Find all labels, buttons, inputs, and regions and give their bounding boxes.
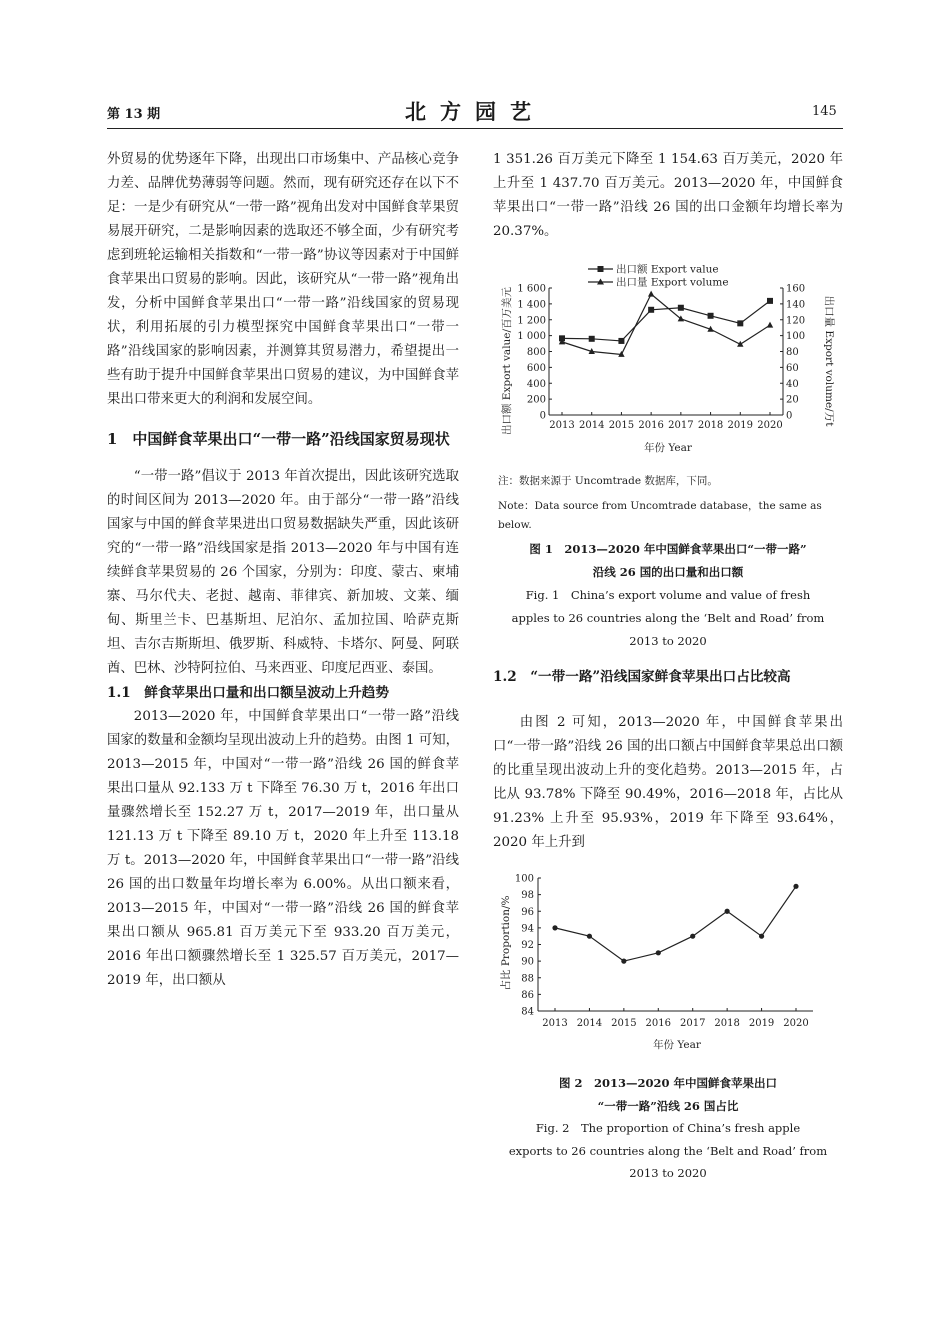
fig1-left-axis-label: 出口额 Export value/百万美元 — [501, 286, 513, 436]
fig2-y-tick-label: 90 — [521, 956, 534, 968]
page-number: 145 — [812, 104, 837, 119]
fig2-y-tick-label: 84 — [521, 1006, 534, 1018]
fig2-x-tick-label: 2020 — [783, 1018, 809, 1029]
fig1-x-tick-label: 2016 — [638, 420, 664, 431]
fig2-proportion-line — [555, 886, 796, 961]
fig1-x-tick-label: 2019 — [727, 420, 754, 431]
figure-2-caption-cn-line1: 图 2 2013—2020 年中国鲜食苹果出口 — [558, 1076, 778, 1090]
fig2-series — [552, 884, 798, 964]
fig2-y-tick-label: 96 — [521, 906, 534, 918]
fig2-proportion-point — [621, 959, 626, 964]
fig1-export-value-point — [767, 298, 773, 304]
fig2-x-axis-label: 年份 Year — [653, 1039, 701, 1051]
fig2-x-tick-label: 2019 — [748, 1018, 775, 1029]
fig1-export-value-point — [678, 305, 684, 311]
figure-1-chart — [493, 258, 843, 458]
issue-number: 第 13 期 — [107, 107, 161, 122]
fig1-export-value-point — [737, 320, 743, 326]
fig1-right-tick-label: 160 — [786, 283, 806, 295]
fig1-export-volume-point — [767, 322, 773, 328]
fig1-export-value-point — [589, 336, 595, 342]
fig1-left-tick-label: 400 — [526, 378, 546, 390]
fig1-x-tick-label: 2017 — [668, 420, 694, 431]
fig2-x-tick-label: 2015 — [611, 1018, 637, 1029]
figure-1-note-cn: 注：数据来源于 Uncomtrade 数据库，下同。 — [498, 475, 718, 487]
fig2-proportion-point — [690, 934, 695, 939]
legend-value: 出口额 Export value — [616, 263, 719, 276]
fig2-proportion-point — [656, 950, 661, 955]
journal-title: 北方园艺 — [405, 99, 545, 124]
legend-volume: 出口量 Export volume — [616, 276, 729, 289]
figure-1-caption-en-line3: 2013 to 2020 — [629, 634, 707, 648]
fig1-right-axis-label: 出口量 Export volume/万t — [823, 295, 835, 427]
fig2-y-tick-label: 92 — [521, 940, 534, 951]
section-1-1-heading: 1.1 鲜食苹果出口量和出口额呈波动上升趋势 — [107, 685, 389, 701]
fig1-legend — [588, 263, 729, 289]
fig2-y-tick-label: 94 — [521, 923, 534, 935]
right-top-paragraph — [493, 148, 843, 244]
figure-2-caption-en-line3: 2013 to 2020 — [629, 1166, 707, 1180]
fig1-right-tick-label: 100 — [786, 331, 806, 343]
fig2-x-tick-label: 2014 — [576, 1018, 603, 1029]
fig1-right-tick-label: 60 — [786, 362, 799, 374]
figure-2-caption-en-line1: Fig. 2 The proportion of China’s fresh apple — [535, 1121, 801, 1135]
fig1-left-tick-label: 1 400 — [517, 299, 546, 311]
fig1-x-axis-label: 年份 Year — [644, 442, 692, 454]
fig1-left-tick-label: 600 — [526, 362, 546, 374]
fig2-y-tick-label: 88 — [521, 973, 534, 985]
fig1-x-tick-label: 2020 — [757, 420, 783, 431]
fig1-right-tick-label: 80 — [786, 347, 799, 358]
fig1-right-tick-label: 0 — [786, 410, 793, 422]
fig2-proportion-point — [759, 934, 764, 939]
continued-paragraph: 1 351.26 百万美元下降至 1 154.63 百万美元，2020 年上升至 1 437.70 百万美元。2013—2020 年，中国鲜食苹果出口“一带一路”沿线 26 国的出口金额年均增长率为 20.37%。 — [493, 152, 843, 239]
section-1-2-paragraph: 由图 2 可知，2013—2020 年，中国鲜食苹果出口“一带一路”沿线 26 国的出口额占中国鲜食苹果总出口额的比重呈现出波动上升的变化趋势。2013—2015 年，占比从 93.78% 下降至 90.49%，2016—2018 年，占比从 91.23% 上升至 95.93%，2019 年下降至 93.64%，2020 年上升到 — [493, 715, 843, 850]
section-1-2-heading: 1.2 “一带一路”沿线国家鲜食苹果出口占比较高 — [493, 669, 791, 685]
section-1-paragraph: “一带一路”倡议于 2013 年首次提出，因此该研究选取的时间区间为 2013—2020 年。由于部分“一带一路”沿线国家与中国的鲜食苹果进出口贸易数据缺失严重，因此该研究的“一带一路”沿线国家是指 2013—2020 年与中国有连续鲜食苹果贸易的 26 个国家，分别为：印度、蒙古、柬埔寨、马尔代夫、老挝、越南、菲律宾、新加坡、文莱、缅甸、斯里兰卡、巴基斯坦、尼泊尔、孟加拉国、哈萨克斯坦、吉尔吉斯斯坦、俄罗斯、科威特、卡塔尔、阿曼、阿联酋、巴林、沙特阿拉伯、马来西亚、印度尼西亚、泰国。 — [107, 469, 459, 676]
figure-1-caption-cn-line1: 图 1 2013—2020 年中国鲜食苹果出口“一带一路” — [529, 542, 807, 556]
intro-paragraph: 外贸易的优势逐年下降，出现出口市场集中、产品核心竞争力差、品牌优势薄弱等问题。然而，现有研究还存在以下不足：一是少有研究从“一带一路”视角出发对中国鲜食苹果贸易展开研究，二是影响因素的选取还不够全面，少有研究考虑到班轮运输相关指数和“一带一路”协议等因素对于中国鲜食苹果出口贸易的影响。因此，该研究从“一带一路”视角出发，分析中国鲜食苹果出口“一带一路”沿线国家的贸易现状，利用拓展的引力模型探究中国鲜食苹果出口“一带一路”沿线国家的影响因素，并测算其贸易潜力，希望提出一些有助于提升中国鲜食苹果出口贸易的建议，为中国鲜食苹果出口带来更大的利润和发展空间。 — [107, 152, 459, 407]
figure-1-caption-en-line2: apples to 26 countries along the ‘Belt and Road’ from — [511, 611, 825, 625]
fig1-x-tick-label: 2018 — [697, 420, 724, 431]
fig2-x-tick-label: 2013 — [542, 1018, 568, 1029]
fig2-proportion-point — [793, 884, 798, 889]
fig2-proportion-point — [587, 934, 592, 939]
fig1-right-ticks — [780, 284, 805, 422]
fig1-x-tick-label: 2015 — [608, 420, 635, 431]
fig1-left-tick-label: 1 000 — [517, 331, 546, 343]
figure-1-note-en: Note：Data source from Uncomtrade database，the same as below. — [498, 500, 822, 531]
fig2-y-axis-label: 占比 Proportion/% — [500, 895, 512, 991]
fig1-right-tick-label: 140 — [786, 299, 806, 311]
figure-2-caption-cn-line2: “一带一路”沿线 26 国占比 — [597, 1099, 739, 1113]
fig2-y-ticks — [515, 874, 541, 1018]
legend-square-marker — [598, 266, 604, 272]
fig2-y-tick-label: 100 — [514, 873, 534, 885]
fig1-export-value-point — [708, 313, 714, 319]
section-1-heading: 1 中国鲜食苹果出口“一带一路”沿线国家贸易现状 — [107, 430, 450, 448]
fig2-y-tick-label: 98 — [521, 890, 534, 902]
section-1-1-paragraph: 2013—2020 年，中国鲜食苹果出口“一带一路”沿线国家的数量和金额均呈现出波动上升的趋势。由图 1 可知，2013—2015 年，中国对“一带一路”沿线 26 国的鲜食苹果出口量从 92.133 万 t 下降至 76.30 万 t，2016 年出口量骤然增长至 152.27 万 t，2017—2019 年，出口量从 121.13 万 t 下降至 89.10 万 t，2020 年上升至 113.18 万 t。2013—2020 年，中国鲜食苹果出口“一带一路”沿线 26 国的出口数量年均增长率为 6.00%。从出口额来看，2013—2015 年，中国对“一带一路”沿线 26 国的鲜食苹果出口额从 965.81 百万美元下至 933.20 百万美元，2016 年出口额骤然增长至 1 325.57 百万美元，2017—2019 年，出口额从 — [107, 709, 459, 988]
fig1-right-tick-label: 20 — [786, 394, 799, 406]
figure-1-caption-cn-line2: 沿线 26 国的出口量和出口额 — [592, 565, 744, 579]
header-rule — [107, 128, 843, 129]
fig1-x-tick-label: 2013 — [549, 420, 575, 431]
fig2-x-tick-label: 2018 — [714, 1018, 740, 1029]
fig2-proportion-point — [552, 925, 557, 930]
fig1-left-tick-label: 1 600 — [517, 283, 546, 295]
fig2-proportion-point — [725, 909, 730, 914]
fig1-left-ticks — [517, 284, 552, 422]
fig2-x-tick-label: 2016 — [645, 1018, 672, 1029]
fig1-left-tick-label: 800 — [526, 347, 546, 358]
figure-2-chart — [493, 868, 843, 1058]
fig1-right-tick-label: 120 — [786, 315, 806, 327]
fig1-export-value-point — [648, 307, 654, 313]
fig1-export-volume-point — [648, 291, 654, 297]
figure-2-caption-en-line2: exports to 26 countries along the ‘Belt and Road’ from — [508, 1144, 828, 1158]
fig2-x-tick-label: 2017 — [679, 1018, 706, 1029]
figure-1-caption-en-line1: Fig. 1 China’s export volume and value of fresh — [525, 588, 811, 602]
fig1-right-tick-label: 40 — [786, 378, 799, 390]
left-column — [107, 148, 459, 993]
fig1-left-tick-label: 0 — [539, 410, 546, 422]
fig1-left-tick-label: 1 200 — [517, 315, 546, 327]
fig1-x-tick-label: 2014 — [578, 420, 605, 431]
section-1-2-body — [493, 711, 843, 855]
fig1-export-value-point — [618, 338, 624, 344]
fig2-y-tick-label: 86 — [521, 989, 534, 1001]
fig1-series — [559, 291, 773, 357]
fig1-left-tick-label: 200 — [526, 394, 546, 406]
